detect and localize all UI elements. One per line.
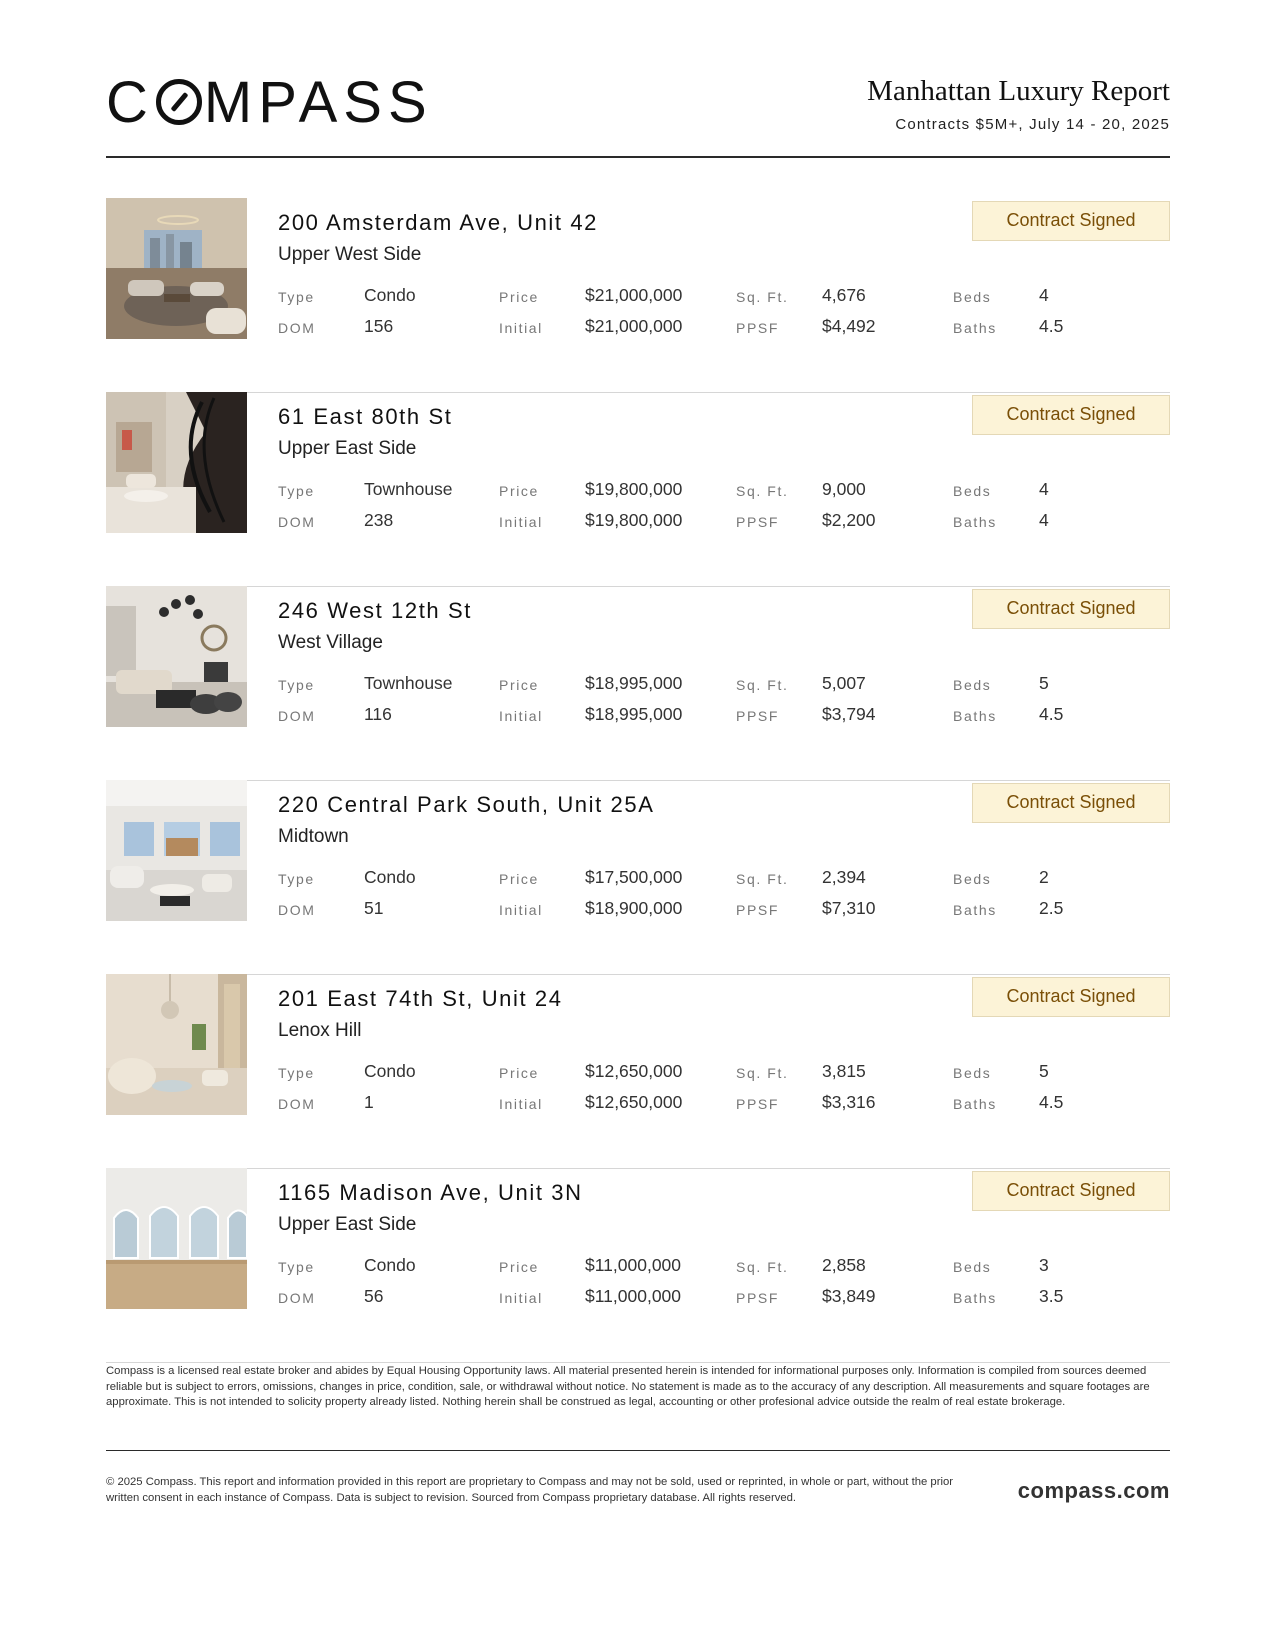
ppsf-value: $2,200 (822, 510, 876, 530)
sqft-label: Sq. Ft. (736, 1259, 789, 1275)
baths-label: Baths (953, 514, 997, 530)
website-link[interactable]: compass.com (1017, 1478, 1170, 1503)
beds-value: 3 (1039, 1255, 1049, 1275)
ppsf-label: PPSF (736, 1096, 779, 1112)
listing-neighborhood: Upper West Side (278, 244, 422, 265)
dom-value: 156 (364, 316, 394, 336)
type-label: Type (278, 677, 315, 693)
dom-value: 1 (364, 1092, 374, 1112)
listing-address: 200 Amsterdam Ave, Unit 42 (278, 210, 599, 235)
baths-label: Baths (953, 320, 997, 336)
beds-label: Beds (953, 483, 992, 499)
price-value: $21,000,000 (585, 285, 683, 305)
initial-value: $19,800,000 (585, 510, 683, 530)
baths-value: 4.5 (1039, 704, 1064, 724)
listing-row (106, 586, 1170, 781)
listing-photo (106, 392, 247, 533)
baths-value: 3.5 (1039, 1286, 1064, 1306)
logo-letters-rest: MPASS (203, 69, 433, 135)
sqft-value: 2,858 (822, 1255, 866, 1275)
status-badge: Contract Signed (972, 589, 1170, 629)
logo-letter-c: C (106, 69, 154, 135)
price-value: $18,995,000 (585, 673, 683, 693)
listing-neighborhood: West Village (278, 632, 383, 653)
beds-value: 4 (1039, 479, 1049, 499)
price-value: $17,500,000 (585, 867, 683, 887)
dom-label: DOM (278, 320, 316, 336)
report-subtitle: Contracts $5M+, July 14 - 20, 2025 (895, 116, 1170, 133)
baths-value: 4.5 (1039, 316, 1064, 336)
beds-value: 5 (1039, 673, 1049, 693)
listing-row (106, 974, 1170, 1169)
sqft-value: 4,676 (822, 285, 866, 305)
dom-value: 56 (364, 1286, 384, 1306)
ppsf-label: PPSF (736, 708, 779, 724)
listing-photo (106, 780, 247, 921)
status-badge: Contract Signed (972, 201, 1170, 241)
sqft-label: Sq. Ft. (736, 1065, 789, 1081)
listing-row (106, 780, 1170, 975)
report-title: Manhattan Luxury Report (867, 75, 1170, 107)
price-label: Price (499, 1259, 539, 1275)
price-value: $11,000,000 (585, 1255, 682, 1275)
ppsf-label: PPSF (736, 320, 779, 336)
ppsf-label: PPSF (736, 1290, 779, 1306)
price-label: Price (499, 1065, 539, 1081)
dom-value: 116 (364, 704, 392, 724)
ppsf-value: $4,492 (822, 316, 876, 336)
status-badge: Contract Signed (972, 783, 1170, 823)
ppsf-label: PPSF (736, 514, 779, 530)
listing-photo (106, 586, 247, 727)
listing-row (106, 198, 1170, 393)
sqft-value: 3,815 (822, 1061, 866, 1081)
initial-value: $18,995,000 (585, 704, 683, 724)
baths-label: Baths (953, 708, 997, 724)
baths-label: Baths (953, 1096, 997, 1112)
initial-label: Initial (499, 1290, 543, 1306)
listing-photo (106, 1168, 247, 1309)
beds-label: Beds (953, 871, 992, 887)
baths-value: 4.5 (1039, 1092, 1064, 1112)
baths-value: 2.5 (1039, 898, 1064, 918)
type-value: Condo (364, 285, 416, 305)
status-badge: Contract Signed (972, 1171, 1170, 1211)
status-badge: Contract Signed (972, 977, 1170, 1017)
type-value: Condo (364, 1255, 416, 1275)
price-value: $12,650,000 (585, 1061, 683, 1081)
legal-disclaimer: Compass is a licensed real estate broker and abides by Equal Housing Opportunity laws. All material presented herein is intended for informational purposes only. Information is compiled from sources deemed reliable but is subject to errors, omissions, changes in price, condition, sale, or withdrawal without notice. No statement is made as to the accuracy of any description. All measurements and square footages are approximate. This is not intended to solicity property already listed. Nothing herein shall be construed as legal, accounting or other profesional advice outside the realm of real estate brokerage. (106, 1365, 1150, 1408)
initial-label: Initial (499, 708, 543, 724)
ppsf-value: $3,849 (822, 1286, 876, 1306)
price-label: Price (499, 289, 539, 305)
dom-label: DOM (278, 1096, 316, 1112)
listing-photo (106, 198, 247, 339)
beds-label: Beds (953, 289, 992, 305)
initial-value: $11,000,000 (585, 1286, 682, 1306)
price-label: Price (499, 677, 539, 693)
initial-label: Initial (499, 320, 543, 336)
sqft-value: 5,007 (822, 673, 866, 693)
type-label: Type (278, 483, 315, 499)
report-header (106, 0, 1170, 158)
beds-value: 2 (1039, 867, 1049, 887)
listing-address: 201 East 74th St, Unit 24 (278, 986, 563, 1011)
listing-neighborhood: Upper East Side (278, 1214, 417, 1235)
compass-logo (106, 69, 433, 135)
dom-label: DOM (278, 708, 316, 724)
sqft-label: Sq. Ft. (736, 483, 789, 499)
baths-label: Baths (953, 1290, 997, 1306)
footer-divider (106, 1450, 1170, 1451)
type-label: Type (278, 1065, 315, 1081)
ppsf-label: PPSF (736, 902, 779, 918)
type-label: Type (278, 289, 315, 305)
listing-address: 1165 Madison Ave, Unit 3N (278, 1180, 583, 1205)
listing-row (106, 1168, 1170, 1363)
listing-address: 246 West 12th St (278, 598, 472, 623)
type-label: Type (278, 1259, 315, 1275)
dom-label: DOM (278, 902, 316, 918)
listing-address: 61 East 80th St (278, 404, 453, 429)
dom-label: DOM (278, 514, 316, 530)
initial-value: $18,900,000 (585, 898, 683, 918)
beds-label: Beds (953, 1065, 992, 1081)
sqft-label: Sq. Ft. (736, 677, 789, 693)
dom-label: DOM (278, 1290, 316, 1306)
listing-photo (106, 974, 247, 1115)
type-value: Condo (364, 867, 416, 887)
initial-value: $21,000,000 (585, 316, 683, 336)
sqft-label: Sq. Ft. (736, 871, 789, 887)
type-value: Townhouse (364, 479, 453, 499)
sqft-value: 9,000 (822, 479, 866, 499)
sqft-label: Sq. Ft. (736, 289, 789, 305)
sqft-value: 2,394 (822, 867, 866, 887)
beds-value: 4 (1039, 285, 1049, 305)
initial-label: Initial (499, 514, 543, 530)
compass-o-icon (156, 79, 202, 125)
baths-value: 4 (1039, 510, 1049, 530)
initial-value: $12,650,000 (585, 1092, 683, 1112)
copyright-notice: © 2025 Compass. This report and information provided in this report are proprietary to Compass and may not be sold, used or reprinted, in whole or part, without the prior written consent in each instance of Compass. Data is subject to revision. Sourced from Compass proprietary database. All rights reserved. (106, 1476, 954, 1504)
listing-row (106, 392, 1170, 587)
ppsf-value: $3,316 (822, 1092, 876, 1112)
type-value: Condo (364, 1061, 416, 1081)
price-value: $19,800,000 (585, 479, 683, 499)
initial-label: Initial (499, 1096, 543, 1112)
price-label: Price (499, 871, 539, 887)
ppsf-value: $3,794 (822, 704, 876, 724)
type-value: Townhouse (364, 673, 453, 693)
dom-value: 51 (364, 898, 384, 918)
price-label: Price (499, 483, 539, 499)
beds-label: Beds (953, 677, 992, 693)
beds-label: Beds (953, 1259, 992, 1275)
type-label: Type (278, 871, 315, 887)
ppsf-value: $7,310 (822, 898, 876, 918)
dom-value: 238 (364, 510, 394, 530)
listing-address: 220 Central Park South, Unit 25A (278, 792, 655, 817)
listing-neighborhood: Lenox Hill (278, 1020, 362, 1041)
listing-neighborhood: Midtown (278, 826, 349, 847)
listing-neighborhood: Upper East Side (278, 438, 417, 459)
baths-label: Baths (953, 902, 997, 918)
initial-label: Initial (499, 902, 543, 918)
status-badge: Contract Signed (972, 395, 1170, 435)
beds-value: 5 (1039, 1061, 1049, 1081)
